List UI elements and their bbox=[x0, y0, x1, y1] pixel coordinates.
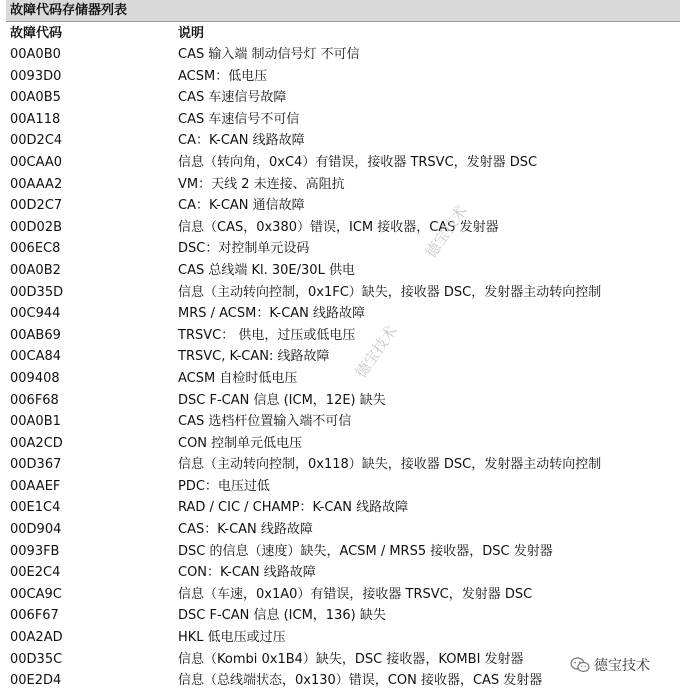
fault-code: 00D2C4 bbox=[10, 133, 63, 149]
fault-code: 00D367 bbox=[10, 457, 62, 473]
logo-text: 德宝技术 bbox=[594, 658, 650, 674]
fault-description: CON：K-CAN 线路故障 bbox=[178, 565, 316, 581]
table-row bbox=[0, 44, 686, 66]
table-row bbox=[0, 584, 686, 606]
table-row bbox=[0, 497, 686, 519]
table-row bbox=[0, 368, 686, 390]
fault-code: 00E1C4 bbox=[10, 500, 61, 516]
fault-description: DSC F-CAN 信息 (ICM，136) 缺失 bbox=[178, 608, 386, 624]
table-row bbox=[0, 541, 686, 563]
fault-description: 信息（总线端状态，0x130）错误，CON 接收器，CAS 发射器 bbox=[178, 673, 543, 689]
fault-description: 信息（CAS，0x380）错误，ICM 接收器，CAS 发射器 bbox=[178, 219, 499, 235]
fault-description: VM：天线 2 未连接、高阻抗 bbox=[178, 176, 345, 192]
fault-code: 006F68 bbox=[10, 392, 59, 408]
fault-description: CAS 总线端 Kl. 30E/30L 供电 bbox=[178, 262, 355, 278]
header-code: 故障代码 bbox=[10, 26, 63, 41]
table-row bbox=[0, 238, 686, 260]
fault-code: 00A0B1 bbox=[10, 414, 61, 430]
table-row bbox=[0, 390, 686, 412]
fault-description: CA：K-CAN 通信故障 bbox=[178, 198, 305, 214]
fault-description: CON 控制单元低电压 bbox=[178, 435, 303, 451]
table-row bbox=[0, 282, 686, 304]
table-row bbox=[0, 174, 686, 196]
wechat-icon bbox=[570, 657, 590, 673]
fault-code: 00AAA2 bbox=[10, 176, 63, 192]
fault-code: 00A2CD bbox=[10, 435, 63, 451]
fault-code: 00D2C7 bbox=[10, 198, 63, 214]
table-row bbox=[0, 433, 686, 455]
fault-code: 0093D0 bbox=[10, 68, 62, 84]
fault-code: 00CA84 bbox=[10, 349, 62, 365]
fault-description: 信息（主动转向控制，0x1FC）缺失，接收器 DSC，发射器主动转向控制 bbox=[178, 284, 602, 300]
table-row bbox=[0, 152, 686, 174]
fault-description: CAS 车速信号故障 bbox=[178, 90, 287, 106]
fault-description: DSC：对控制单元设码 bbox=[178, 241, 310, 257]
fault-description: HKL 低电压或过压 bbox=[178, 630, 286, 646]
fault-code: 00C944 bbox=[10, 306, 61, 322]
fault-description: ACSM 自检时低电压 bbox=[178, 370, 298, 386]
table-row bbox=[0, 195, 686, 217]
fault-code: 00A118 bbox=[10, 111, 61, 127]
fault-description: CA：K-CAN 线路故障 bbox=[178, 133, 305, 149]
table-row bbox=[0, 519, 686, 541]
fault-code: 00AAEF bbox=[10, 478, 61, 494]
header-desc: 说明 bbox=[178, 26, 205, 41]
table-row bbox=[0, 476, 686, 498]
table-row bbox=[0, 303, 686, 325]
fault-code: 00A0B2 bbox=[10, 262, 61, 278]
fault-code: 006EC8 bbox=[10, 241, 61, 257]
fault-description: MRS / ACSM：K-CAN 线路故障 bbox=[178, 306, 366, 322]
fault-code-list bbox=[0, 44, 686, 692]
table-row bbox=[0, 87, 686, 109]
table-header bbox=[0, 24, 686, 44]
fault-description: ACSM：低电压 bbox=[178, 68, 268, 84]
fault-description: CAS 选档杆位置输入端不可信 bbox=[178, 414, 352, 430]
table-title: 故障代码存储器列表 bbox=[6, 0, 680, 22]
watermark-text: 德宝技术 bbox=[351, 321, 401, 382]
table-row bbox=[0, 66, 686, 88]
fault-description: CAS 车速信号不可信 bbox=[178, 111, 300, 127]
fault-code: 00D35C bbox=[10, 651, 63, 667]
fault-description: 信息（Kombi 0x1B4）缺失，DSC 接收器，KOMBI 发射器 bbox=[178, 651, 524, 667]
fault-description: PDC：电压过低 bbox=[178, 478, 270, 494]
watermark-text: 德宝技术 bbox=[421, 201, 471, 262]
fault-description: CAS 输入端 制动信号灯 不可信 bbox=[178, 47, 360, 62]
table-row bbox=[0, 562, 686, 584]
fault-description: DSC 的信息（速度）缺失，ACSM / MRS5 接收器，DSC 发射器 bbox=[178, 543, 553, 559]
table-row bbox=[0, 325, 686, 347]
fault-description: RAD / CIC / CHAMP：K-CAN 线路故障 bbox=[178, 500, 409, 516]
fault-code: 00D904 bbox=[10, 522, 62, 538]
table-row bbox=[0, 217, 686, 239]
fault-code: 00E2C4 bbox=[10, 565, 61, 581]
fault-description: 信息（转向角，0xC4）有错误，接收器 TRSVC，发射器 DSC bbox=[178, 154, 538, 170]
brand-logo bbox=[566, 654, 654, 676]
table-row bbox=[0, 109, 686, 131]
fault-code: 00CAA0 bbox=[10, 154, 63, 170]
fault-description: TRSVC, K-CAN: 线路故障 bbox=[178, 349, 330, 365]
fault-description: CAS：K-CAN 线路故障 bbox=[178, 522, 313, 538]
fault-code: 00A2AD bbox=[10, 630, 63, 646]
table-row bbox=[0, 411, 686, 433]
fault-description: TRSVC： 供电，过压或低电压 bbox=[178, 327, 356, 343]
table-row bbox=[0, 605, 686, 627]
fault-code: 00A0B0 bbox=[10, 47, 61, 62]
fault-code: 00CA9C bbox=[10, 586, 62, 602]
table-row bbox=[0, 627, 686, 649]
fault-code: 00E2D4 bbox=[10, 673, 62, 689]
fault-code: 00A0B5 bbox=[10, 90, 61, 106]
fault-description: 信息（主动转向控制，0x118）缺失，接收器 DSC，发射器主动转向控制 bbox=[178, 457, 602, 473]
fault-code: 0093FB bbox=[10, 543, 60, 559]
table-row bbox=[0, 130, 686, 152]
fault-code: 00D02B bbox=[10, 219, 63, 235]
fault-code: 006F67 bbox=[10, 608, 59, 624]
fault-description: 信息（车速，0x1A0）有错误，接收器 TRSVC，发射器 DSC bbox=[178, 586, 533, 602]
table-row bbox=[0, 454, 686, 476]
fault-code: 00AB69 bbox=[10, 327, 61, 343]
fault-code: 00D35D bbox=[10, 284, 64, 300]
fault-description: DSC F-CAN 信息 (ICM，12E) 缺失 bbox=[178, 392, 386, 408]
table-row bbox=[0, 260, 686, 282]
fault-code: 009408 bbox=[10, 370, 60, 386]
table-row bbox=[0, 346, 686, 368]
